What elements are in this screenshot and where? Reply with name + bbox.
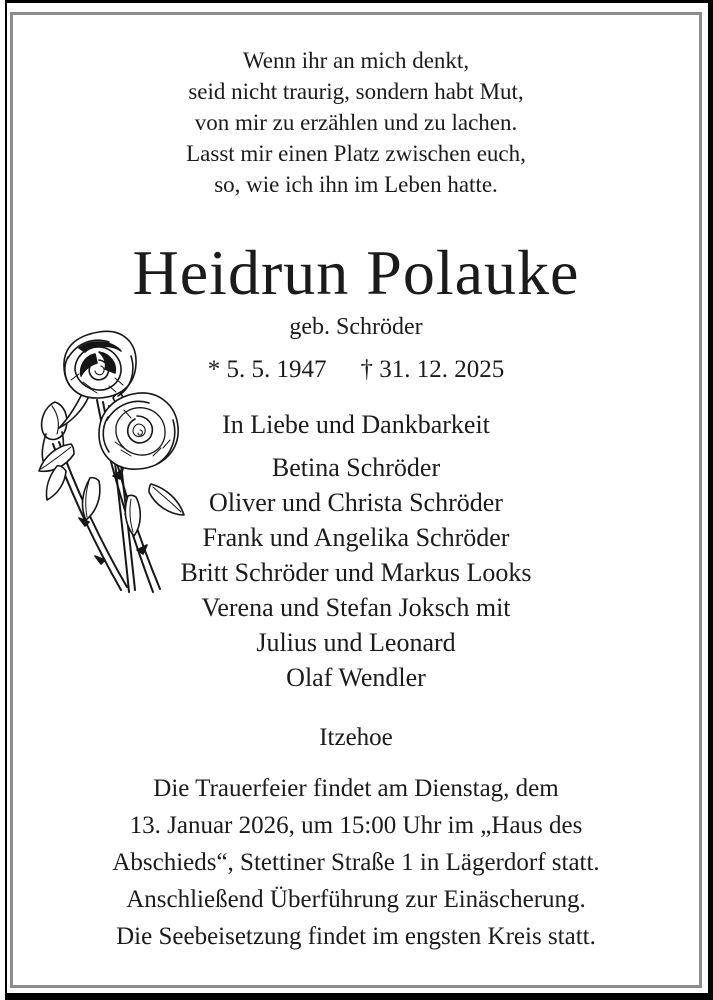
mourner-line-7: Olaf Wendler — [286, 663, 426, 692]
city-line: Itzehoe — [319, 724, 393, 751]
funeral-line-2: 13. Januar 2026, um 15:00 Uhr im „Haus des — [129, 812, 583, 839]
poem-line-5: so, wie ich ihn im Leben hatte. — [214, 172, 498, 197]
poem-line-2: seid nicht traurig, sondern habt Mut, — [188, 79, 524, 104]
maiden-name: geb. Schröder — [289, 314, 423, 340]
funeral-info — [14, 770, 698, 955]
notice-content — [14, 15, 698, 955]
mourner-line-3: Frank und Angelika Schröder — [202, 523, 510, 552]
mourner-line-1: Betina Schröder — [271, 453, 441, 482]
funeral-line-4: Anschließend Überführung zur Einäscherung. — [126, 886, 586, 913]
funeral-line-1: Die Trauerfeier findet am Dienstag, dem — [153, 775, 559, 802]
memorial-poem — [14, 45, 698, 200]
poem-line-1: Wenn ihr an mich denkt, — [242, 48, 470, 73]
mourner-line-2: Oliver und Christa Schröder — [209, 488, 503, 517]
poem-line-3: von mir zu erzählen und zu lachen. — [194, 110, 518, 135]
poem-line-4: Lasst mir einen Platz zwischen euch, — [186, 141, 526, 166]
funeral-line-3: Abschieds“, Stettiner Straße 1 in Lägerdorf statt. — [112, 849, 600, 876]
mourners-list — [14, 450, 698, 695]
mourner-line-5: Verena und Stefan Joksch mit — [201, 593, 511, 622]
mourner-line-4: Britt Schröder und Markus Looks — [180, 558, 532, 587]
life-dates — [14, 354, 698, 386]
funeral-line-5: Die Seebeisetzung findet im engsten Kreis statt. — [116, 923, 596, 950]
deceased-name: Heidrun Polauke — [132, 237, 580, 308]
tribute-line: In Liebe und Dankbarkeit — [222, 410, 490, 439]
mourner-line-6: Julius und Leonard — [256, 628, 456, 657]
birth-date: * 5. 5. 1947 — [207, 356, 327, 383]
death-date: † 31. 12. 2025 — [360, 356, 505, 383]
